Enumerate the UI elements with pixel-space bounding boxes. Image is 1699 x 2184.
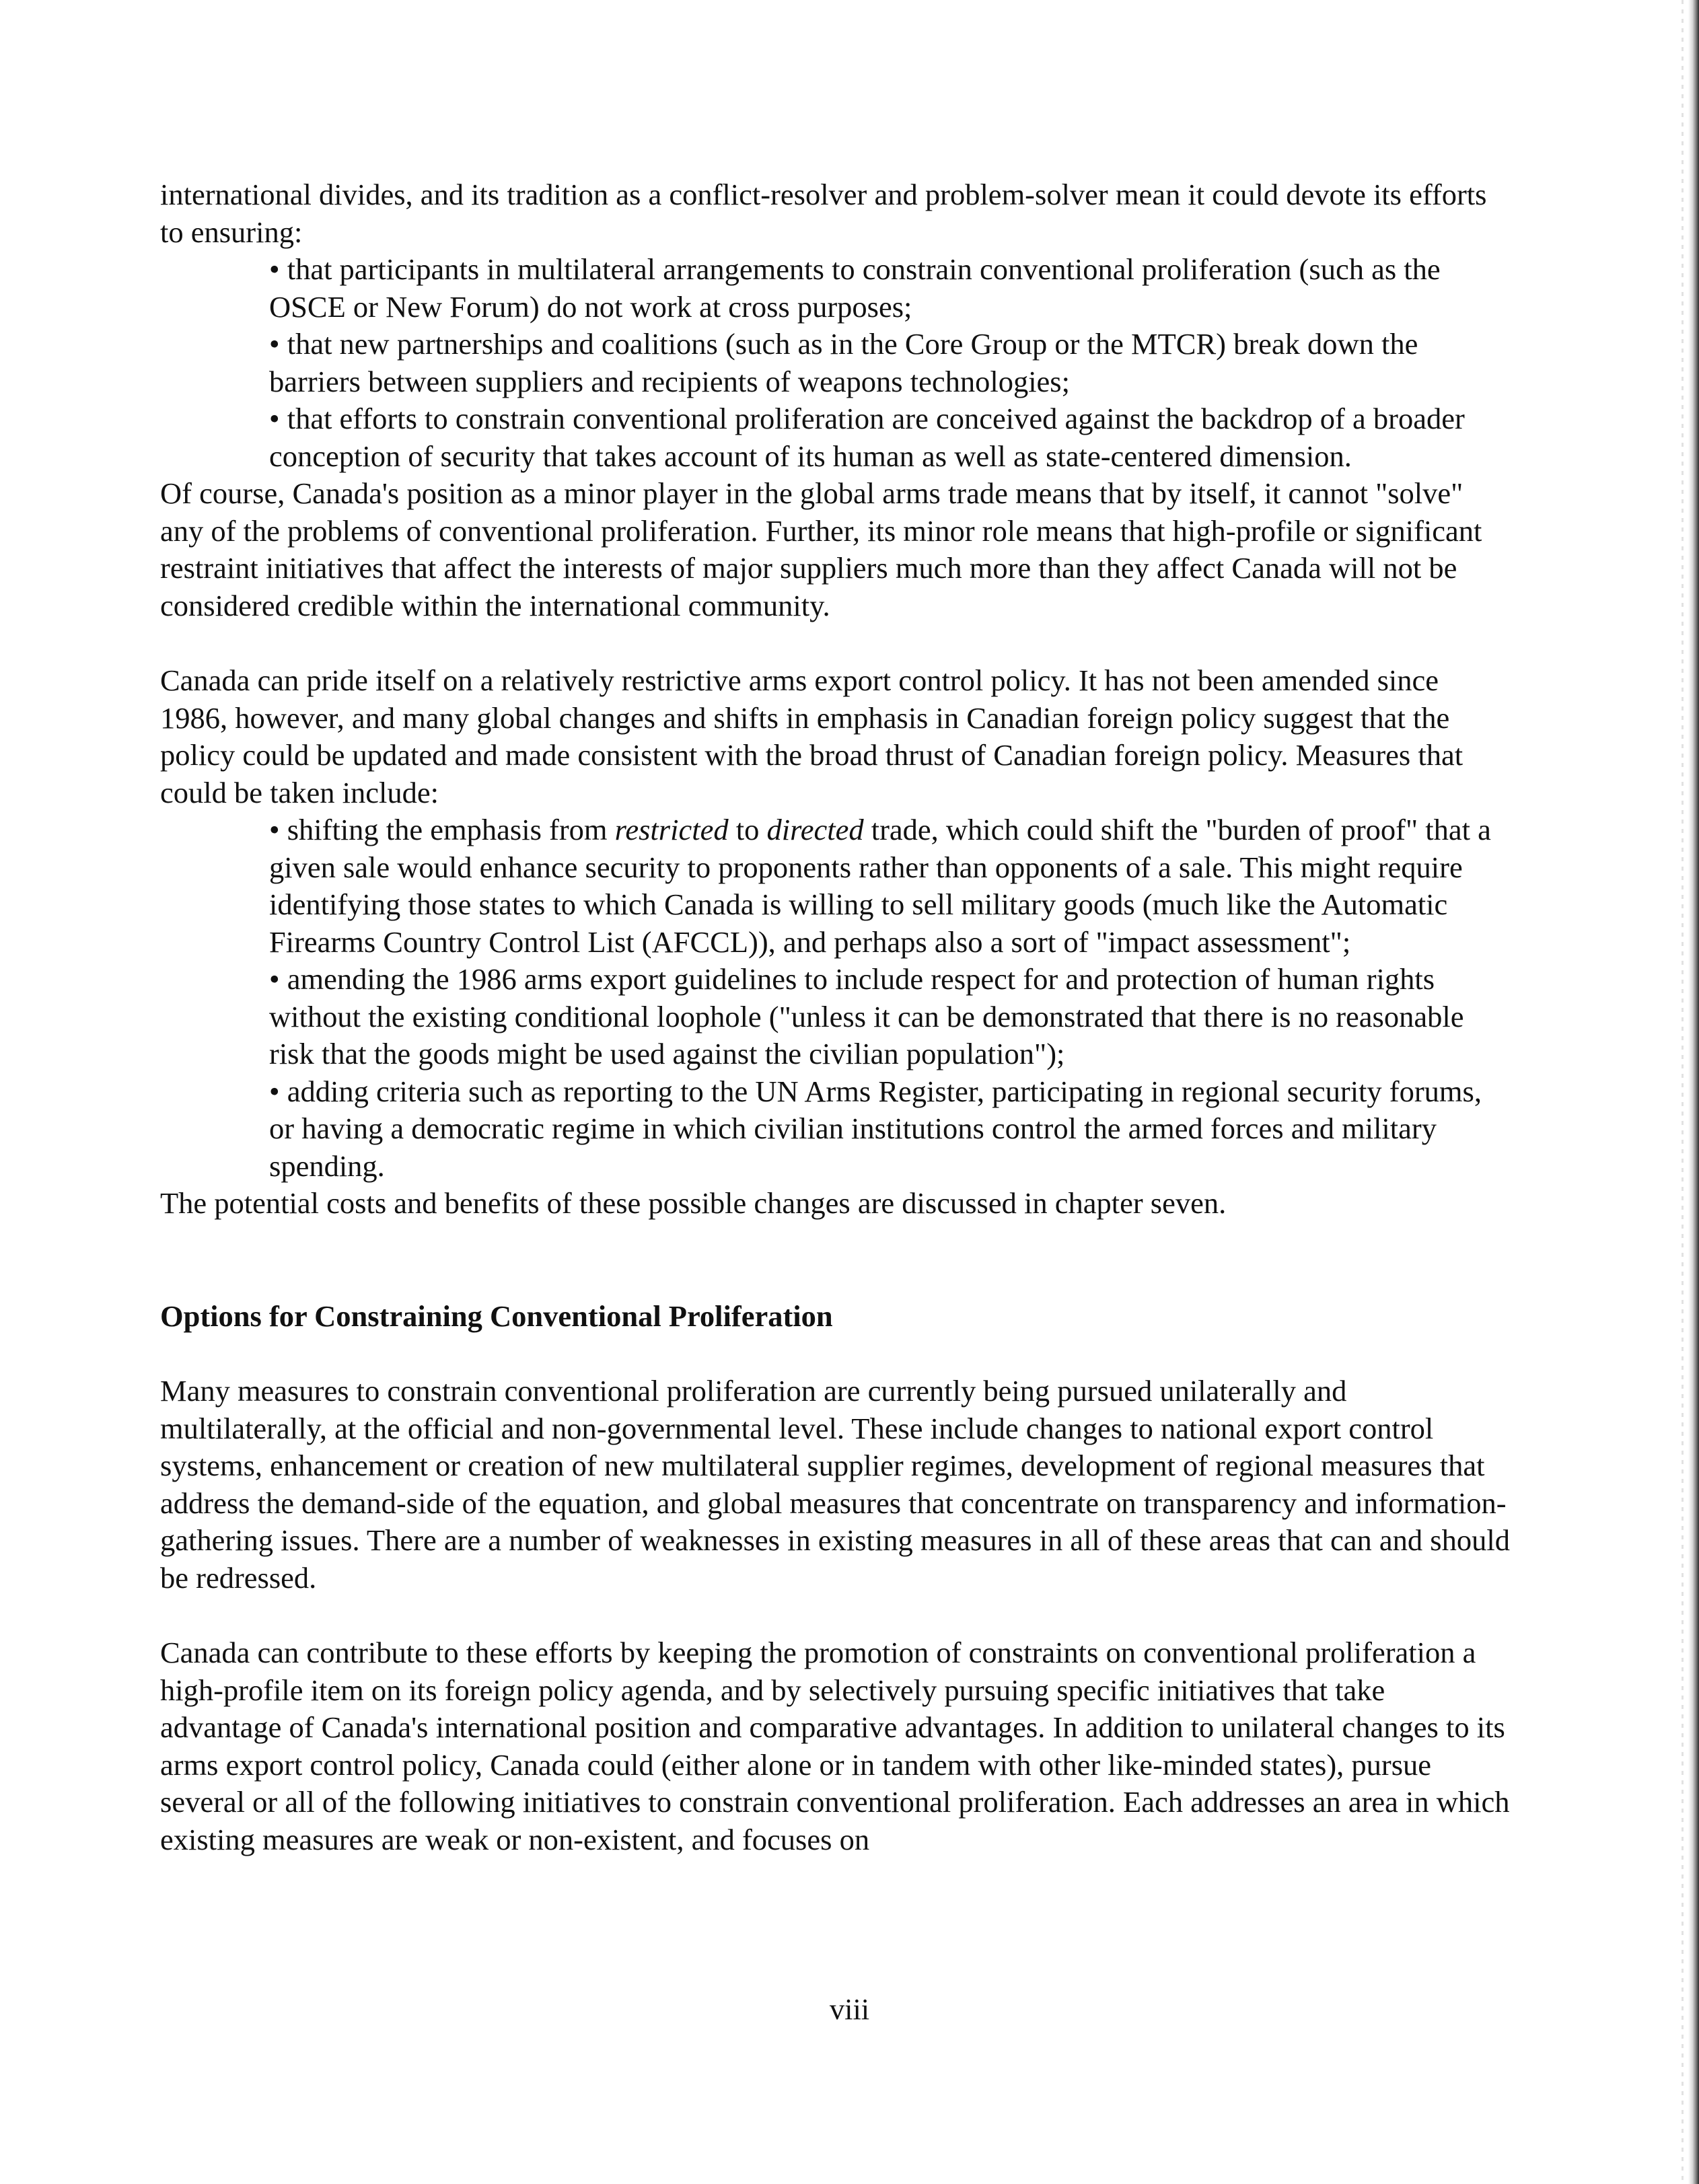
document-body [160,176,1513,1858]
bullet-list-ensuring [160,251,1513,475]
bullet-text: • shifting the emphasis from [269,813,615,846]
paragraph-spacer [160,1335,1513,1373]
bullet-text: trade, which could shift the "burden of proof" that a given sale would enhance security to proponents rather than opponents of a sale. This might require identifying those states to which Canada is willing to sell military goods (much like the Automatic Firearms Country Control List (AFCCL)), and perhaps also a sort of "impact assessment"; [269,813,1491,959]
bullet-item: • adding criteria such as reporting to the UN Arms Register, participating in regional security forums, or having a democratic regime in which civilian institutions control the armed forces and military spending. [269,1074,1482,1183]
bullet-item: • amending the 1986 arms export guidelines to include respect for and protection of human rights without the existing conditional loophole ("unless it can be demonstrated that there is no reasonable risk that the goods might be used against the civilian population"); [269,962,1464,1070]
bullet-item: • that participants in multilateral arrangements to constrain conventional proliferation (such as the OSCE or New Forum) do not work at cross purposes; [269,252,1441,324]
paragraph-many-measures: Many measures to constrain conventional proliferation are currently being pursued unilaterally and multilaterally, at the official and non-governmental level. These include changes to national export control systems, enhancement or creation of new multilateral supplier regimes, development of regional measures that address the demand-side of the equation, and global measures that concentrate on transparency and information-gathering issues. There are a number of weaknesses in existing measures in all of these areas that can and should be redressed. [160,1374,1510,1595]
emphasis-restricted: restricted [614,813,729,846]
emphasis-directed: directed [766,813,864,846]
bullet-list-measures [160,811,1513,1185]
bullet-item: • that new partnerships and coalitions (such as in the Core Group or the MTCR) break down the barriers between suppliers and recipients of weapons technologies; [269,327,1418,398]
paragraph-intro: international divides, and its tradition as a conflict-resolver and problem-solver mean it could devote its efforts to ensuring: [160,178,1487,249]
section-heading: Options for Constraining Conventional Proliferation [160,1299,833,1333]
scanned-page-edge [1688,0,1699,2184]
bullet-text: to [728,813,767,846]
paragraph-canada-contribute: Canada can contribute to these efforts by keeping the promotion of constraints on conventional proliferation a high-profile item on its foreign policy agenda, and by selectively pursuing specific initiatives that take advantage of Canada's international position and comparative advantages. In addition to unilateral changes to its arms export control policy, Canada could (either alone or in tandem with other like-minded states), pursue several or all of the following initiatives to constrain conventional proliferation. Each addresses an area in which existing measures are weak or non-existent, and focuses on [160,1636,1510,1856]
bullet-item: • that efforts to constrain conventional proliferation are conceived against the backdrop of a broader conception of security that takes account of its human as well as state-centered dimension. [269,402,1465,473]
section-spacer [160,1223,1513,1298]
paragraph-minor-player: Of course, Canada's position as a minor player in the global arms trade means that by itself, it cannot "solve" any of the problems of conventional proliferation. Further, its minor role means that high-profile or significant restraint initiatives that affect the interests of major suppliers much more than they affect Canada will not be considered credible within the international community. [160,476,1482,622]
paragraph-costs-benefits: The potential costs and benefits of these possible changes are discussed in chapter seven. [160,1186,1227,1220]
paragraph-spacer [160,624,1513,662]
bullet-item-directed-trade [269,811,1513,961]
paragraph-spacer [160,1597,1513,1634]
page-number: viii [829,1992,870,2026]
paragraph-export-policy: Canada can pride itself on a relatively restrictive arms export control policy. It has not been amended since 1986, however, and many global changes and shifts in emphasis in Canadian foreign policy suggest that the policy could be updated and made consistent with the broad thrust of Canadian foreign policy. Measures that could be taken include: [160,663,1463,809]
